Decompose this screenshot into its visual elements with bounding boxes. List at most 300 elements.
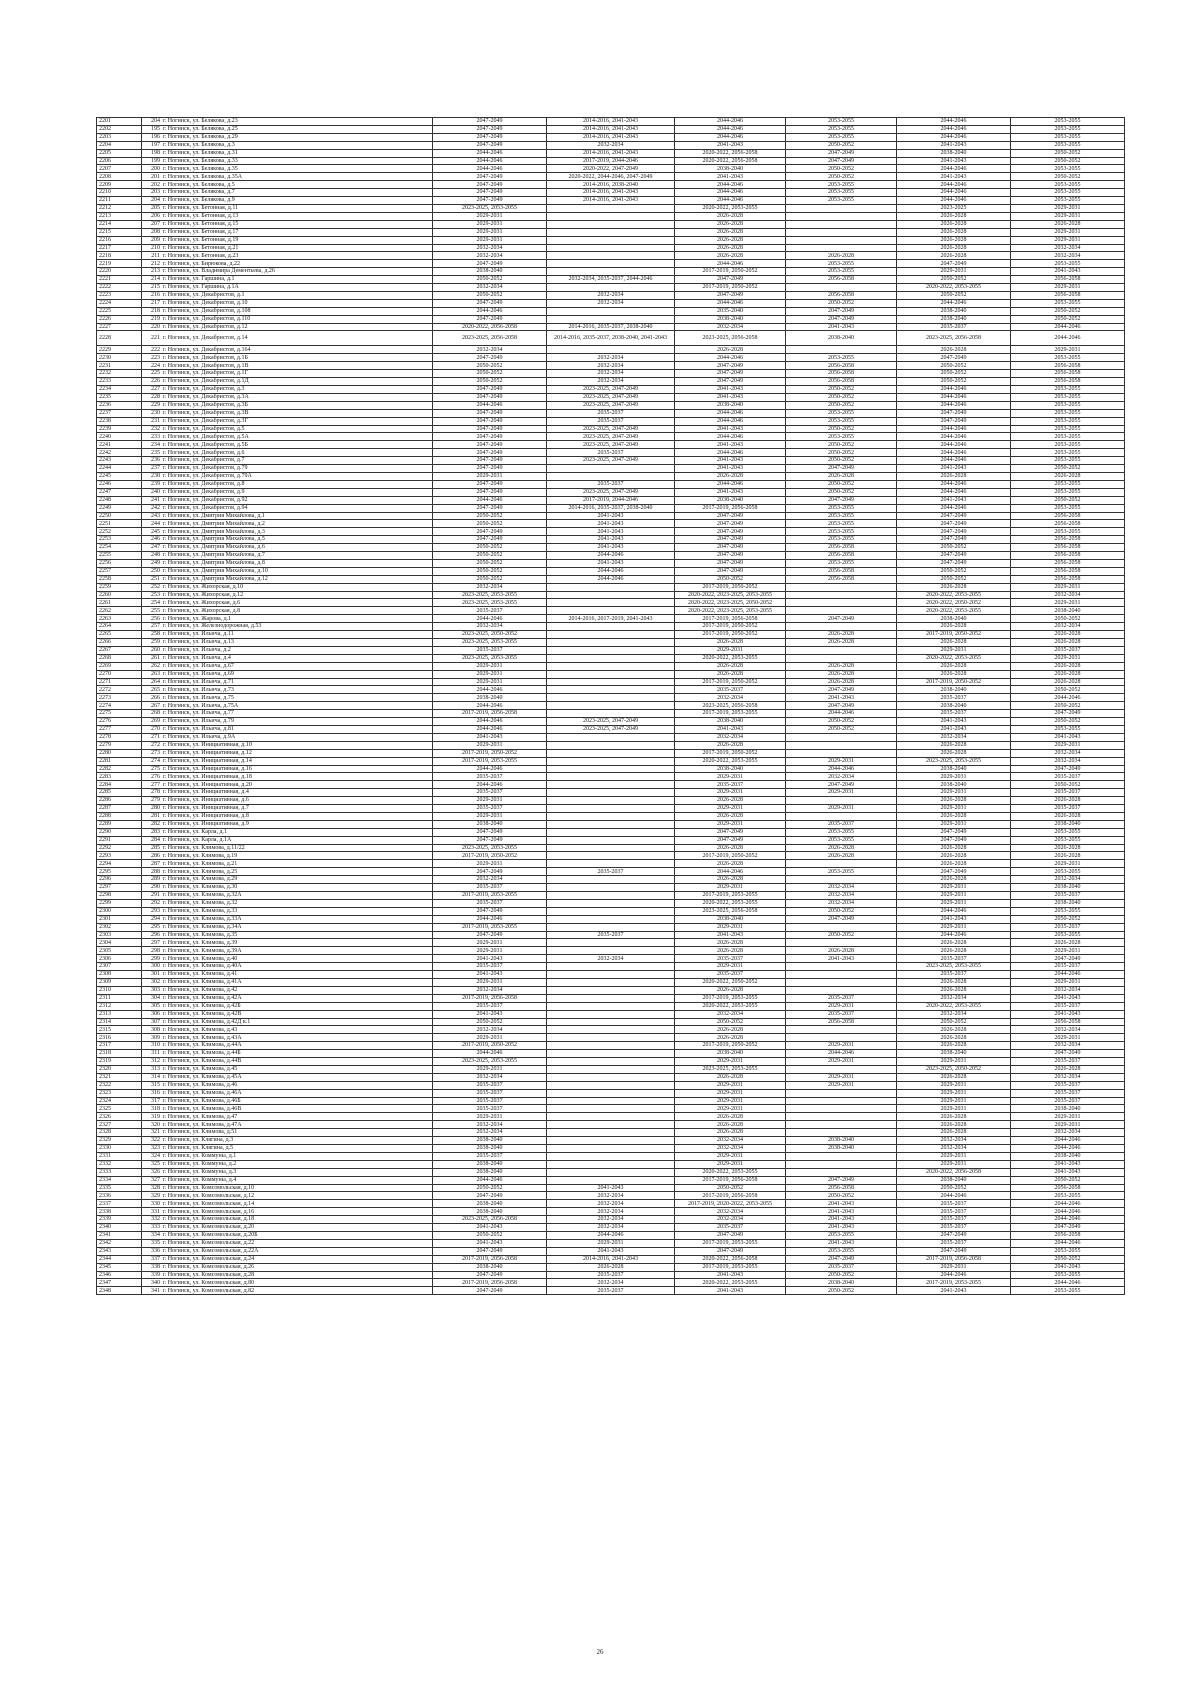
period-cell: [1011, 1129, 1125, 1137]
cell-text: 2339: [99, 1216, 111, 1223]
cell-text: 2029-2031: [476, 1066, 503, 1073]
cell-text: 2041-2043: [828, 955, 854, 962]
cell-text: 2050-2052: [476, 378, 503, 385]
period-cell: [897, 923, 1011, 931]
period-cell: [433, 749, 547, 757]
period-cell: [786, 1026, 897, 1034]
period-cell: [433, 307, 547, 315]
period-cell: [675, 323, 786, 331]
cell-text: 2041-2043: [940, 915, 967, 922]
address-cell: [142, 1239, 433, 1247]
period-cell: [433, 197, 547, 205]
cell-text: 2243: [99, 457, 111, 464]
cell-text: 2044-2046: [476, 686, 503, 693]
address-cell: [142, 892, 433, 900]
address-text: г. Ногинск, ул. Декабристов, д.6: [163, 449, 245, 456]
table-row: [97, 1026, 1125, 1034]
address-cell: [142, 362, 433, 370]
cell-text: 2029-2031: [717, 805, 743, 812]
period-cell: [547, 1200, 675, 1208]
address-text: г. Ногинск, ул. Декабристов, д.110: [163, 315, 251, 322]
period-cell: [786, 1010, 897, 1018]
period-cell: [897, 1145, 1011, 1153]
period-cell: [1011, 1018, 1125, 1026]
period-cell: [786, 623, 897, 631]
address-text: г. Ногинск, ул. Декабристов, д.12: [163, 323, 248, 330]
period-cell: [433, 520, 547, 528]
cell-text: 2029-2031: [717, 884, 743, 891]
table-row: [97, 496, 1125, 504]
cell-text: 2017-2019, 2053-2055: [462, 892, 517, 899]
period-cell: [1011, 236, 1125, 244]
cell-text: 2053-2055: [1054, 1248, 1081, 1255]
period-cell: [1011, 1050, 1125, 1058]
period-cell: [897, 820, 1011, 828]
period-cell: [786, 1145, 897, 1153]
item-number: 247: [151, 544, 160, 551]
period-cell: [897, 654, 1011, 662]
address-cell: [142, 646, 433, 654]
row-index-cell: [97, 852, 142, 860]
cell-text: 2279: [99, 742, 111, 749]
period-cell: [433, 1255, 547, 1263]
cell-text: 2044-2046: [597, 576, 624, 582]
period-cell: [1011, 307, 1125, 315]
period-cell: [675, 876, 786, 884]
address-cell: [142, 346, 433, 354]
item-number: 204: [151, 197, 160, 204]
cell-text: 2044-2046: [940, 1192, 967, 1199]
cell-text: 2041-2043: [1054, 995, 1081, 1002]
address-cell: [142, 694, 433, 702]
cell-text: 2026-2028: [717, 346, 743, 353]
item-number: 291: [151, 892, 160, 899]
row-index-cell: [97, 1010, 142, 1018]
period-cell: [897, 1216, 1011, 1224]
period-cell: [897, 931, 1011, 939]
address-text: г. Ногинск, ул. Комсомольская, д.82: [163, 1287, 255, 1294]
cell-text: 2047-2049: [940, 528, 967, 535]
cell-text: 2325: [99, 1105, 111, 1112]
period-cell: [433, 575, 547, 583]
period-cell: [433, 236, 547, 244]
period-cell: [897, 425, 1011, 433]
table-row: [97, 702, 1125, 710]
cell-text: 2038-2040: [717, 496, 743, 503]
period-cell: [547, 315, 675, 323]
cell-text: 2026-2028: [1054, 1066, 1081, 1073]
cell-text: 2026-2028: [717, 1121, 743, 1128]
period-cell: [786, 552, 897, 560]
period-cell: [897, 986, 1011, 994]
period-cell: [433, 797, 547, 805]
period-cell: [1011, 805, 1125, 813]
period-cell: [433, 1002, 547, 1010]
period-cell: [1011, 978, 1125, 986]
period-cell: [1011, 284, 1125, 292]
table-row: [97, 512, 1125, 520]
period-cell: [786, 749, 897, 757]
period-cell: [786, 852, 897, 860]
cell-text: 2047-2049: [828, 915, 854, 922]
period-cell: [1011, 1279, 1125, 1287]
row-index-cell: [97, 978, 142, 986]
row-index-cell: [97, 544, 142, 552]
address-cell: [142, 939, 433, 947]
table-row: [97, 284, 1125, 292]
address-cell: [142, 528, 433, 536]
row-index-cell: [97, 449, 142, 457]
table-row: [97, 1271, 1125, 1279]
cell-text: 2044-2046: [940, 402, 967, 409]
cell-text: 2032-2034: [717, 1208, 743, 1215]
cell-text: 2050-2052: [476, 292, 503, 299]
period-cell: [1011, 1160, 1125, 1168]
period-cell: [675, 480, 786, 488]
period-cell: [897, 1192, 1011, 1200]
table-row: [97, 1216, 1125, 1224]
cell-text: 2032-2034: [940, 1137, 967, 1144]
period-cell: [1011, 1121, 1125, 1129]
cell-text: 2047-2049: [1054, 955, 1081, 962]
cell-text: 2250: [99, 512, 111, 519]
period-cell: [1011, 141, 1125, 149]
address-text: г. Ногинск, ул. Инициативная, д.6: [163, 797, 249, 804]
cell-text: 2029-2031: [828, 1074, 854, 1081]
address-cell: [142, 1160, 433, 1168]
period-cell: [1011, 963, 1125, 971]
address-text: г. Ногинск, ул. Климова, д.25: [163, 868, 238, 875]
row-index-cell: [97, 212, 142, 220]
period-cell: [897, 725, 1011, 733]
period-cell: [433, 860, 547, 868]
row-index-cell: [97, 331, 142, 346]
cell-text: 2038-2040: [828, 1279, 854, 1286]
cell-text: 2053-2055: [1054, 197, 1081, 204]
cell-text: 2347: [99, 1279, 111, 1286]
address-text: г. Ногинск, ул. Ильича, д.69: [163, 670, 234, 677]
period-cell: [433, 1065, 547, 1073]
period-cell: [897, 892, 1011, 900]
address-cell: [142, 591, 433, 599]
period-cell: [433, 157, 547, 165]
table-row: [97, 1065, 1125, 1073]
cell-text: 2047-2049: [476, 1192, 503, 1199]
period-cell: [786, 1247, 897, 1255]
cell-text: 2270: [99, 670, 111, 677]
row-index-cell: [97, 1002, 142, 1010]
address-cell: [142, 125, 433, 133]
cell-text: 2023-2025, 2053-2055: [462, 599, 517, 606]
address-cell: [142, 1224, 433, 1232]
address-text: г. Ногинск, ул. Декабристов, д.1Б: [163, 354, 248, 361]
period-cell: [897, 236, 1011, 244]
cell-text: 2312: [99, 1002, 111, 1009]
period-cell: [675, 868, 786, 876]
cell-text: 2289: [99, 821, 111, 828]
period-cell: [675, 133, 786, 141]
cell-text: 2044-2046: [828, 710, 854, 717]
period-cell: [547, 1042, 675, 1050]
address-text: г. Ногинск, ул. Ильича, д.9А: [163, 734, 236, 741]
period-cell: [897, 1050, 1011, 1058]
period-cell: [547, 165, 675, 173]
cell-text: 2044-2046: [717, 409, 743, 416]
cell-text: 2053-2055: [1054, 126, 1081, 133]
row-index-cell: [97, 1050, 142, 1058]
period-cell: [675, 1247, 786, 1255]
row-index-cell: [97, 284, 142, 292]
item-number: 286: [151, 852, 160, 859]
cell-text: 2056-2058: [1054, 1184, 1081, 1191]
address-cell: [142, 1168, 433, 1176]
cell-text: 2032-2034: [597, 370, 624, 377]
table-row: [97, 1208, 1125, 1216]
cell-text: 2044-2046: [940, 425, 967, 432]
cell-text: 2047-2049: [476, 118, 503, 125]
cell-text: 2029-2031: [940, 789, 967, 796]
address-cell: [142, 623, 433, 631]
address-cell: [142, 315, 433, 323]
cell-text: 2047-2049: [476, 260, 503, 267]
cell-text: 2038-2040: [476, 1145, 503, 1152]
item-number: 262: [151, 662, 160, 669]
cell-text: 2047-2049: [1054, 765, 1081, 772]
cell-text: 2020-2022, 2044-2046, 2047-2049: [568, 173, 653, 180]
period-cell: [547, 1065, 675, 1073]
cell-text: 2053-2055: [828, 528, 854, 535]
period-cell: [675, 623, 786, 631]
period-cell: [675, 307, 786, 315]
cell-text: 2047-2049: [476, 441, 503, 448]
row-index-cell: [97, 1224, 142, 1232]
cell-text: 2056-2058: [828, 1018, 854, 1025]
table-row: [97, 141, 1125, 149]
table-row: [97, 971, 1125, 979]
address-text: г. Ногинск, ул. Климова, д.32А: [163, 892, 242, 899]
table-row: [97, 868, 1125, 876]
row-index-cell: [97, 260, 142, 268]
row-index-cell: [97, 433, 142, 441]
cell-text: 2290: [99, 829, 111, 835]
row-index-cell: [97, 1105, 142, 1113]
item-number: 324: [151, 1153, 160, 1160]
table-row: [97, 710, 1125, 718]
period-cell: [897, 252, 1011, 260]
cell-text: 2020-2022, 2023-2025, 2053-2055: [688, 591, 772, 598]
cell-text: 2044-2046: [940, 134, 967, 141]
period-cell: [547, 631, 675, 639]
row-index-cell: [97, 141, 142, 149]
cell-text: 2050-2052: [940, 1018, 967, 1025]
period-cell: [897, 189, 1011, 197]
period-cell: [547, 1113, 675, 1121]
period-cell: [675, 1065, 786, 1073]
cell-text: 2239: [99, 425, 111, 432]
cell-text: 2044-2046: [476, 615, 503, 622]
address-text: г. Ногинск, ул. Бирюкова, д.22: [163, 260, 241, 267]
period-cell: [1011, 986, 1125, 994]
cell-text: 2053-2055: [1054, 481, 1081, 488]
cell-text: 2047-2049: [940, 868, 967, 875]
cell-text: 2014-2016, 2041-2043: [583, 149, 638, 156]
period-cell: [786, 907, 897, 915]
period-cell: [675, 1224, 786, 1232]
address-cell: [142, 986, 433, 994]
period-cell: [547, 173, 675, 181]
period-cell: [547, 1247, 675, 1255]
cell-text: 2047-2049: [717, 520, 743, 527]
cell-text: 2017-2019, 2044-2046: [583, 157, 638, 164]
period-cell: [675, 797, 786, 805]
period-cell: [1011, 433, 1125, 441]
item-number: 199: [151, 157, 160, 164]
row-index-cell: [97, 884, 142, 892]
item-number: 225: [151, 370, 160, 377]
address-text: г. Ногинск, ул. Климова, д.11/22: [163, 844, 245, 851]
address-cell: [142, 1255, 433, 1263]
cell-text: 2035-2037: [597, 868, 624, 875]
cell-text: 2029-2031: [1054, 1034, 1081, 1041]
period-cell: [897, 844, 1011, 852]
cell-text: 2216: [99, 236, 111, 243]
period-cell: [433, 393, 547, 401]
period-cell: [897, 1137, 1011, 1145]
period-cell: [547, 1255, 675, 1263]
address-cell: [142, 852, 433, 860]
address-cell: [142, 931, 433, 939]
period-cell: [786, 931, 897, 939]
row-index-cell: [97, 1129, 142, 1137]
row-index-cell: [97, 1263, 142, 1271]
table-row: [97, 820, 1125, 828]
item-number: 315: [151, 1082, 160, 1088]
item-number: 212: [151, 260, 160, 267]
address-cell: [142, 599, 433, 607]
cell-text: 2050-2052: [940, 362, 967, 369]
address-cell: [142, 978, 433, 986]
cell-text: 2032-2034: [1054, 987, 1081, 994]
row-index-cell: [97, 181, 142, 189]
period-cell: [675, 892, 786, 900]
period-cell: [1011, 757, 1125, 765]
cell-text: 2032-2034: [940, 734, 967, 741]
cell-text: 2017-2019, 2053-2055: [702, 995, 758, 1002]
row-index-cell: [97, 220, 142, 228]
row-index-cell: [97, 1152, 142, 1160]
cell-text: 2050-2052: [828, 1287, 854, 1294]
period-cell: [675, 971, 786, 979]
row-index-cell: [97, 346, 142, 354]
cell-text: 2026-2028: [940, 236, 967, 243]
period-cell: [675, 860, 786, 868]
period-cell: [547, 1279, 675, 1287]
cell-text: 2029-2031: [1054, 860, 1081, 867]
period-cell: [1011, 1263, 1125, 1271]
period-cell: [786, 947, 897, 955]
period-cell: [675, 741, 786, 749]
period-cell: [547, 812, 675, 820]
cell-text: 2026-2028: [717, 662, 743, 669]
cell-text: 2041-2043: [1054, 734, 1081, 741]
cell-text: 2041-2043: [476, 971, 503, 978]
table-row: [97, 393, 1125, 401]
address-cell: [142, 386, 433, 394]
address-cell: [142, 1058, 433, 1066]
address-cell: [142, 1050, 433, 1058]
period-cell: [675, 552, 786, 560]
cell-text: 2050-2052: [828, 402, 854, 409]
cell-text: 2026-2028: [940, 1121, 967, 1128]
item-number: 245: [151, 528, 160, 535]
period-cell: [547, 118, 675, 126]
cell-text: 2053-2055: [828, 181, 854, 188]
cell-text: 2026-2028: [1054, 678, 1081, 685]
table-row: [97, 401, 1125, 409]
period-cell: [547, 654, 675, 662]
period-cell: [897, 125, 1011, 133]
cell-text: 2032-2034: [1054, 1042, 1081, 1049]
period-cell: [1011, 1113, 1125, 1121]
item-number: 293: [151, 908, 160, 915]
cell-text: 2041-2043: [597, 520, 624, 527]
row-index-cell: [97, 1018, 142, 1026]
cell-text: 2017-2019, 2053-2055: [702, 710, 758, 717]
address-cell: [142, 1208, 433, 1216]
row-index-cell: [97, 963, 142, 971]
period-cell: [1011, 480, 1125, 488]
cell-text: 2047-2049: [1054, 1050, 1081, 1057]
period-cell: [1011, 615, 1125, 623]
row-index-cell: [97, 552, 142, 560]
cell-text: 2035-2037: [597, 1287, 624, 1294]
cell-text: 2047-2049: [1054, 1224, 1081, 1231]
cell-text: 2035-2037: [717, 781, 743, 788]
period-cell: [1011, 1081, 1125, 1089]
cell-text: 2336: [99, 1192, 111, 1199]
item-number: 270: [151, 726, 160, 733]
cell-text: 2023-2025, 2053-2055: [462, 655, 517, 662]
address-text: г. Ногинск, ул. Ильича, д.71: [163, 678, 234, 685]
address-cell: [142, 465, 433, 473]
row-index-cell: [97, 1176, 142, 1184]
cell-text: 2023-2025, 2053-2055: [462, 639, 517, 646]
cell-text: 2047-2049: [940, 260, 967, 267]
address-cell: [142, 789, 433, 797]
cell-text: 2023-2025, 2053-2055: [702, 1066, 758, 1073]
period-cell: [675, 662, 786, 670]
cell-text: 2029-2031: [717, 647, 743, 654]
cell-text: 2014-2016, 2041-2043: [583, 1255, 638, 1262]
cell-text: 2026-2028: [828, 844, 854, 851]
period-cell: [1011, 299, 1125, 307]
cell-text: 2328: [99, 1129, 111, 1136]
address-text: г. Ногинск, ул. Климова, д.21: [163, 860, 238, 867]
cell-text: 2287: [99, 805, 111, 812]
cell-text: 2014-2016, 2035-2037, 2038-2040: [568, 323, 653, 330]
period-cell: [547, 552, 675, 560]
cell-text: 2047-2049: [940, 552, 967, 559]
address-text: г. Ногинск, ул. Климова, д.42Д к.1: [163, 1018, 251, 1025]
cell-text: 2047-2049: [476, 189, 503, 196]
cell-text: 2047-2049: [476, 126, 503, 133]
period-cell: [433, 567, 547, 575]
period-cell: [786, 599, 897, 607]
period-cell: [1011, 181, 1125, 189]
table-row: [97, 884, 1125, 892]
cell-text: 2041-2043: [940, 173, 967, 180]
cell-text: 2053-2055: [1054, 165, 1081, 172]
